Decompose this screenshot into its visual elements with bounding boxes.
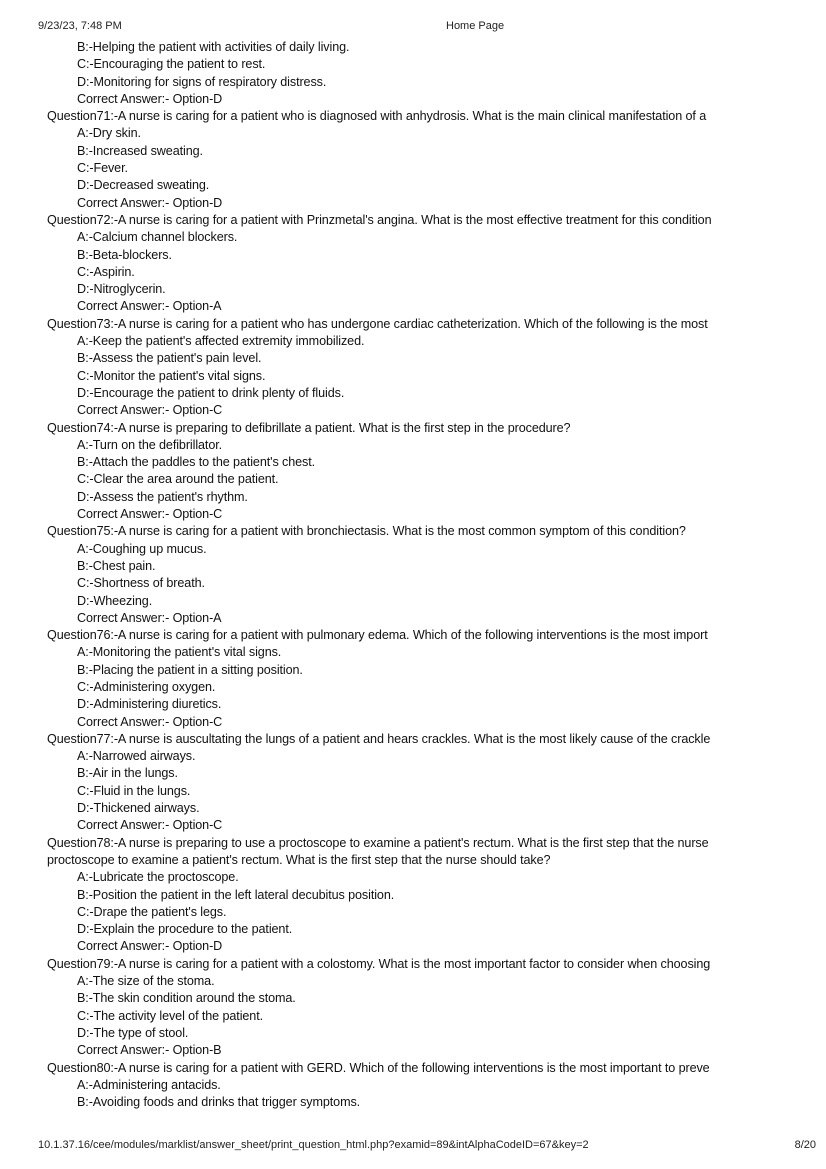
question-75 (0, 523, 789, 627)
correct-answer: Correct Answer:- Option-A (77, 610, 222, 625)
correct-answer: Correct Answer:- Option-C (77, 403, 223, 418)
correct-answer: Correct Answer:- Option-D (77, 195, 223, 210)
question-text: Question73:-A nurse is caring for a patient who has undergone cardiac catheterization. Which of the following is the most (47, 316, 708, 331)
question-text: Question72:-A nurse is caring for a patient with Prinzmetal's angina. What is the most effective treatment for this condition (47, 212, 712, 227)
option-b: B:-Assess the patient's pain level. (77, 351, 262, 366)
option-b: B:-The skin condition around the stoma. (77, 991, 296, 1006)
option-b: B:-Avoiding foods and drinks that trigger symptoms. (77, 1095, 361, 1110)
question-77 (0, 731, 789, 835)
option-d: D:-Thickened airways. (77, 801, 200, 816)
correct-answer: Correct Answer:- Option-C (77, 818, 223, 833)
option-a: A:-Lubricate the proctoscope. (77, 870, 239, 885)
option-c: C:-Drape the patient's legs. (77, 904, 227, 919)
option-a: A:-Narrowed airways. (77, 749, 196, 764)
question-text: Question77:-A nurse is auscultating the lungs of a patient and hears crackles. What is the most likely cause of the crackle (47, 731, 711, 746)
question-text: Question76:-A nurse is caring for a patient with pulmonary edema. Which of the following interventions is the most import (47, 628, 708, 643)
question-text: Question80:-A nurse is caring for a patient with GERD. Which of the following interventions is the most important to preve (47, 1060, 710, 1075)
correct-answer: Correct Answer:- Option-C (77, 507, 223, 522)
page-title: Home Page (446, 20, 505, 32)
option-a: A:-Dry skin. (77, 126, 141, 141)
option-d: D:-Encourage the patient to drink plenty of fluids. (77, 385, 345, 400)
option-d: D:-Monitoring for signs of respiratory distress. (77, 74, 327, 89)
correct-answer: Correct Answer:- Option-B (77, 1043, 222, 1058)
question-74 (0, 420, 789, 524)
correct-answer: Correct Answer:- Option-A (77, 299, 222, 314)
correct-answer: Correct Answer:- Option-D (77, 939, 223, 954)
option-d: D:-The type of stool. (77, 1025, 189, 1040)
option-d: D:-Assess the patient's rhythm. (77, 489, 248, 504)
option-b: B:-Chest pain. (77, 558, 156, 573)
option-d: D:-Wheezing. (77, 593, 153, 608)
option-d: D:-Explain the procedure to the patient. (77, 922, 293, 937)
option-d: D:-Decreased sweating. (77, 178, 210, 193)
option-c: C:-Fever. (77, 161, 128, 176)
question-text: Question75:-A nurse is caring for a patient with bronchiectasis. What is the most common symptom of this condition? (47, 524, 686, 539)
question-80 (0, 1060, 789, 1112)
option-b: B:-Helping the patient with activities of daily living. (77, 40, 350, 54)
correct-answer: Correct Answer:- Option-D (77, 91, 223, 106)
option-c: C:-Clear the area around the patient. (77, 472, 279, 487)
print-date: 9/23/23, 7:48 PM (38, 20, 122, 32)
option-b: B:-Beta-blockers. (77, 247, 172, 262)
question-79 (0, 956, 789, 1060)
option-c: C:-Fluid in the lungs. (77, 783, 191, 798)
option-b: B:-Increased sweating. (77, 143, 203, 158)
previous-question-tail (0, 39, 789, 108)
option-b: B:-Position the patient in the left lateral decubitus position. (77, 887, 395, 902)
page-number: 8/20 (794, 1139, 816, 1151)
page-url: 10.1.37.16/cee/modules/marklist/answer_sheet/print_question_html.php?examid=89&intAlphaCodeID=67&key=2 (38, 1139, 589, 1151)
option-d: D:-Administering diuretics. (77, 697, 222, 712)
option-a: A:-Calcium channel blockers. (77, 230, 238, 245)
option-c: C:-Shortness of breath. (77, 576, 205, 591)
option-a: A:-Monitoring the patient's vital signs. (77, 645, 282, 660)
question-text: Question74:-A nurse is preparing to defibrillate a patient. What is the first step in the procedure? (47, 420, 571, 435)
question-73 (0, 316, 789, 420)
option-a: A:-Keep the patient's affected extremity immobilized. (77, 334, 365, 349)
option-c: C:-Monitor the patient's vital signs. (77, 368, 266, 383)
option-a: A:-The size of the stoma. (77, 974, 215, 989)
question-71 (0, 108, 789, 212)
question-text: Question78:-A nurse is preparing to use a proctoscope to examine a patient's rectum. What is the first step that the nurse (47, 835, 709, 850)
question-list (0, 39, 789, 1117)
correct-answer: Correct Answer:- Option-C (77, 714, 223, 729)
option-d: D:-Nitroglycerin. (77, 282, 166, 297)
option-a: A:-Turn on the defibrillator. (77, 437, 223, 452)
option-a: A:-Coughing up mucus. (77, 541, 207, 556)
option-c: C:-Administering oxygen. (77, 679, 216, 694)
option-c: C:-Aspirin. (77, 264, 135, 279)
option-b: B:-Attach the paddles to the patient's chest. (77, 455, 316, 470)
option-a: A:-Administering antacids. (77, 1077, 221, 1092)
question-76 (0, 627, 789, 731)
question-text: Question71:-A nurse is caring for a patient who is diagnosed with anhydrosis. What is the main clinical manifestation of a (47, 109, 707, 124)
option-b: B:-Air in the lungs. (77, 766, 178, 781)
question-78 (0, 835, 789, 956)
option-b: B:-Placing the patient in a sitting position. (77, 662, 303, 677)
option-c: C:-The activity level of the patient. (77, 1008, 263, 1023)
question-text-continued: proctoscope to examine a patient's rectum. What is the first step that the nurse should take? (47, 852, 551, 867)
option-c: C:-Encouraging the patient to rest. (77, 57, 266, 72)
question-text: Question79:-A nurse is caring for a patient with a colostomy. What is the most important factor to consider when choosing (47, 956, 711, 971)
question-72 (0, 212, 789, 316)
